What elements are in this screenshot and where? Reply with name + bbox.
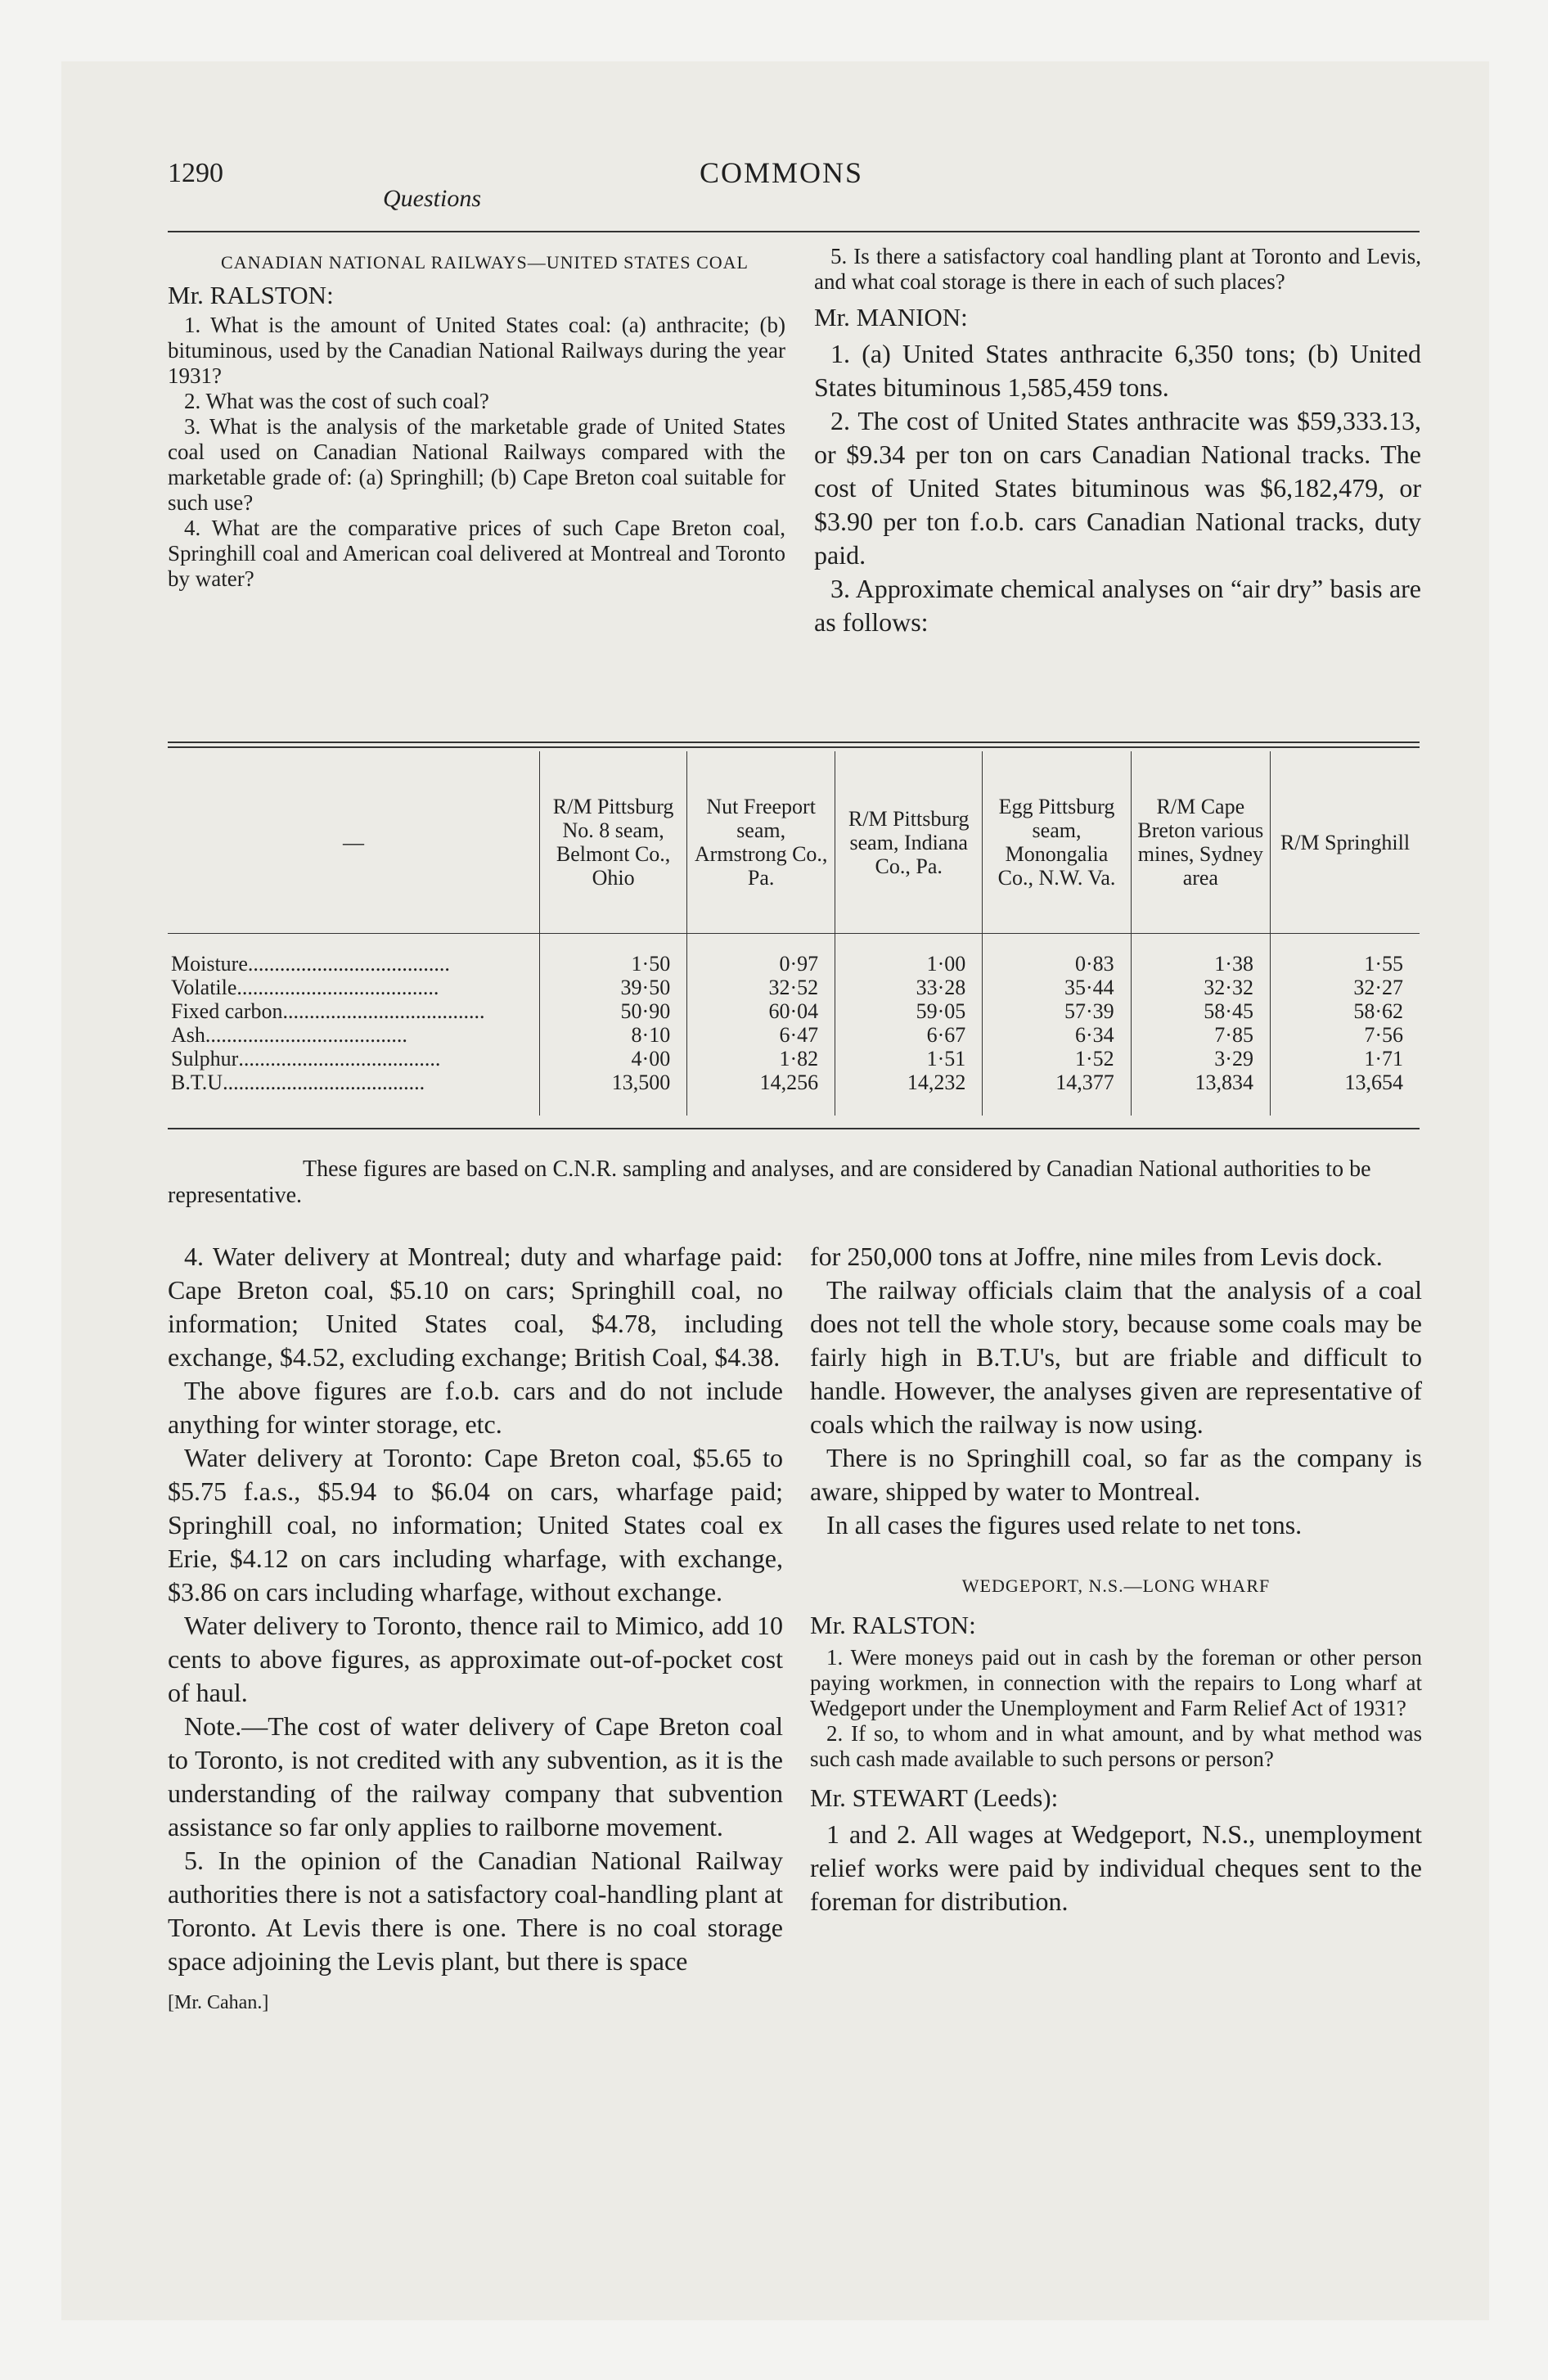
coal-analysis-table (168, 751, 1420, 1116)
speaker-ralston: Mr. RALSTON: (168, 281, 334, 309)
question-5: 5. Is there a satisfactory coal handling plant at Toronto and Levis, and what coal storage is there in each of such places? (814, 244, 1421, 294)
paragraph: Water delivery at Toronto: Cape Breton coal, $5.65 to $5.75 f.a.s., $5.94 to $6.04 on cars, wharfage paid; Springhill coal, no information; United States coal ex Erie, $4.12 on cars including wharfage, with exchange, $3.86 on cars including wharfage, without exchange. (168, 1443, 783, 1607)
table-cell: 1·52 (983, 1047, 1131, 1071)
table-cell: 1·38 (1131, 934, 1270, 976)
table-bottom-rule (168, 1128, 1420, 1129)
footer-tag: [Mr. Cahan.] (168, 1992, 269, 2013)
question-3: 3. What is the analysis of the marketable grade of United States coal used on Canadian National Railways compared with the marketable grade of: (a) Springhill; (b) Cape Breton coal suitable for such use? (168, 414, 785, 515)
table-cell: 13,500 (540, 1071, 687, 1116)
question-wedgeport-2: 2. If so, to whom and in what amount, and by what method was such cash made available to such persons or person? (810, 1721, 1422, 1771)
row-label: Sulphur (171, 1047, 239, 1071)
table-row (168, 1047, 1420, 1071)
question-4: 4. What are the comparative prices of such Cape Breton coal, Springhill coal and American coal delivered at Montreal and Toronto by water? (168, 516, 785, 591)
column-header: R/M Springhill (1270, 751, 1420, 934)
answer-1: 1. (a) United States anthracite 6,350 tons; (b) United States bituminous 1,585,459 tons. (814, 339, 1421, 402)
paragraph: for 250,000 tons at Joffre, nine miles from Levis dock. (810, 1242, 1383, 1271)
table-cell: 33·28 (835, 976, 983, 999)
right-bottom-column (810, 1240, 1422, 1918)
table-row (168, 934, 1420, 976)
table-row (168, 1071, 1420, 1116)
left-top-column (168, 250, 785, 592)
table-cell: 14,232 (835, 1071, 983, 1116)
answer-4: 4. Water delivery at Montreal; duty and wharfage paid: Cape Breton coal, $5.10 on cars; Springhill coal, no information; United States coal, $4.78, including exchange, $4.52, excluding exchange; British Coal, $4.38. (168, 1242, 783, 1372)
section-heading-coal: CANADIAN NATIONAL RAILWAYS—UNITED STATES COAL (221, 252, 749, 273)
answer-2: 2. The cost of United States anthracite was $59,333.13, or $9.34 per ton on cars Canadian National tracks. The cost of United States bituminous was $6,182,479, or $3.90 per ton f.o.b. cars Canadian National tracks, duty paid. (814, 406, 1421, 570)
table-cell: 1·71 (1270, 1047, 1420, 1071)
table-row (168, 1023, 1420, 1047)
speaker-manion: Mr. MANION: (814, 303, 968, 331)
table-cell: 14,377 (983, 1071, 1131, 1116)
table-cell: 32·27 (1270, 976, 1420, 999)
paragraph: The railway officials claim that the analysis of a coal does not tell the whole story, because some coals may be fairly high in B.T.U's, but are friable and difficult to handle. However, the analyses given are representative of coals which the railway is now using. (810, 1275, 1422, 1439)
paragraph: The above figures are f.o.b. cars and do not include anything for winter storage, etc. (168, 1376, 783, 1439)
page-subtitle: Questions (383, 185, 481, 212)
table-cell: 14,256 (687, 1071, 835, 1116)
column-header-blank: — (168, 751, 540, 934)
table-cell: 50·90 (540, 999, 687, 1023)
speaker-ralston-2: Mr. RALSTON: (810, 1611, 976, 1639)
column-header: R/M Pittsburg seam, Indiana Co., Pa. (835, 751, 983, 934)
table-cell: 35·44 (983, 976, 1131, 999)
row-label: Fixed carbon (171, 999, 283, 1023)
table-cell: 1·51 (835, 1047, 983, 1071)
question-2: 2. What was the cost of such coal? (184, 389, 489, 413)
table-cell: 3·29 (1131, 1047, 1270, 1071)
table-footnote: These figures are based on C.N.R. sampling and analyses, and are considered by Canadian National authorities to be representative. (168, 1156, 1371, 1208)
table-cell: 7·85 (1131, 1023, 1270, 1047)
page-title: COMMONS (700, 156, 864, 189)
table-row (168, 999, 1420, 1023)
table-cell: 13,834 (1131, 1071, 1270, 1116)
answer-wedgeport: 1 and 2. All wages at Wedgeport, N.S., unemployment relief works were paid by individual cheques sent to the foreman for distribution. (810, 1819, 1422, 1916)
table-cell: 1·55 (1270, 934, 1420, 976)
answer-5: 5. In the opinion of the Canadian National Railway authorities there is not a satisfactory coal-handling plant at Toronto. At Levis there is one. There is no coal storage space adjoining the Levis plant, but there is space (168, 1846, 783, 1976)
table-top-rule (168, 741, 1420, 743)
table-cell: 32·52 (687, 976, 835, 999)
table-cell: 1·82 (687, 1047, 835, 1071)
page-number: 1290 (168, 158, 223, 188)
paragraph: Water delivery to Toronto, thence rail to Mimico, add 10 cents to above figures, as approximate out-of-pocket cost of haul. (168, 1611, 783, 1707)
table-cell: 58·45 (1131, 999, 1270, 1023)
column-header: R/M Pittsburg No. 8 seam, Belmont Co., Ohio (540, 751, 687, 934)
column-header: Nut Freeport seam, Armstrong Co., Pa. (687, 751, 835, 934)
table-cell: 6·47 (687, 1023, 835, 1047)
column-header: R/M Cape Breton various mines, Sydney area (1131, 751, 1270, 934)
table-cell: 13,654 (1270, 1071, 1420, 1116)
table-cell: 0·83 (983, 934, 1131, 976)
table-cell: 1·00 (835, 934, 983, 976)
table-header-row (168, 751, 1420, 934)
question-wedgeport-1: 1. Were moneys paid out in cash by the foreman or other person paying workmen, in connection with the repairs to Long wharf at Wedgeport under the Unemployment and Farm Relief Act of 1931? (810, 1645, 1422, 1720)
paragraph: In all cases the figures used relate to net tons. (826, 1510, 1303, 1539)
left-bottom-column (168, 1240, 783, 2020)
table-cell: 0·97 (687, 934, 835, 976)
table-cell: 32·32 (1131, 976, 1270, 999)
row-label: Volatile (171, 976, 237, 999)
table-cell: 7·56 (1270, 1023, 1420, 1047)
paragraph: There is no Springhill coal, so far as the company is aware, shipped by water to Montreal. (810, 1443, 1422, 1506)
table-cell: 58·62 (1270, 999, 1420, 1023)
section-heading-wedgeport: WEDGEPORT, N.S.—LONG WHARF (961, 1575, 1271, 1596)
table-row (168, 976, 1420, 999)
speaker-stewart: Mr. STEWART (Leeds): (810, 1783, 1059, 1812)
table-cell: 6·34 (983, 1023, 1131, 1047)
table-cell: 4·00 (540, 1047, 687, 1071)
table-cell: 60·04 (687, 999, 835, 1023)
table-cell: 59·05 (835, 999, 983, 1023)
row-label: B.T.U (171, 1071, 223, 1094)
header-rule (168, 231, 1420, 232)
column-header: Egg Pittsburg seam, Monongalia Co., N.W. Va. (983, 751, 1131, 934)
right-top-column (814, 244, 1421, 639)
row-label: Moisture (171, 952, 248, 976)
answer-3: 3. Approximate chemical analyses on “air dry” basis are as follows: (814, 574, 1421, 637)
question-1: 1. What is the amount of United States coal: (a) anthracite; (b) bituminous, used by the Canadian National Railways during the year 1931? (168, 313, 785, 388)
table-cell: 1·50 (540, 934, 687, 976)
table-cell: 57·39 (983, 999, 1131, 1023)
table-top-rule-2 (168, 746, 1420, 748)
row-label: Ash (171, 1023, 205, 1047)
table-cell: 39·50 (540, 976, 687, 999)
note-paragraph: Note.—The cost of water delivery of Cape Breton coal to Toronto, is not credited with any subvention, as it is the understanding of the railway company that subvention assistance so far only applies to railborne movement. (168, 1711, 783, 1841)
table-cell: 6·67 (835, 1023, 983, 1047)
table-cell: 8·10 (540, 1023, 687, 1047)
